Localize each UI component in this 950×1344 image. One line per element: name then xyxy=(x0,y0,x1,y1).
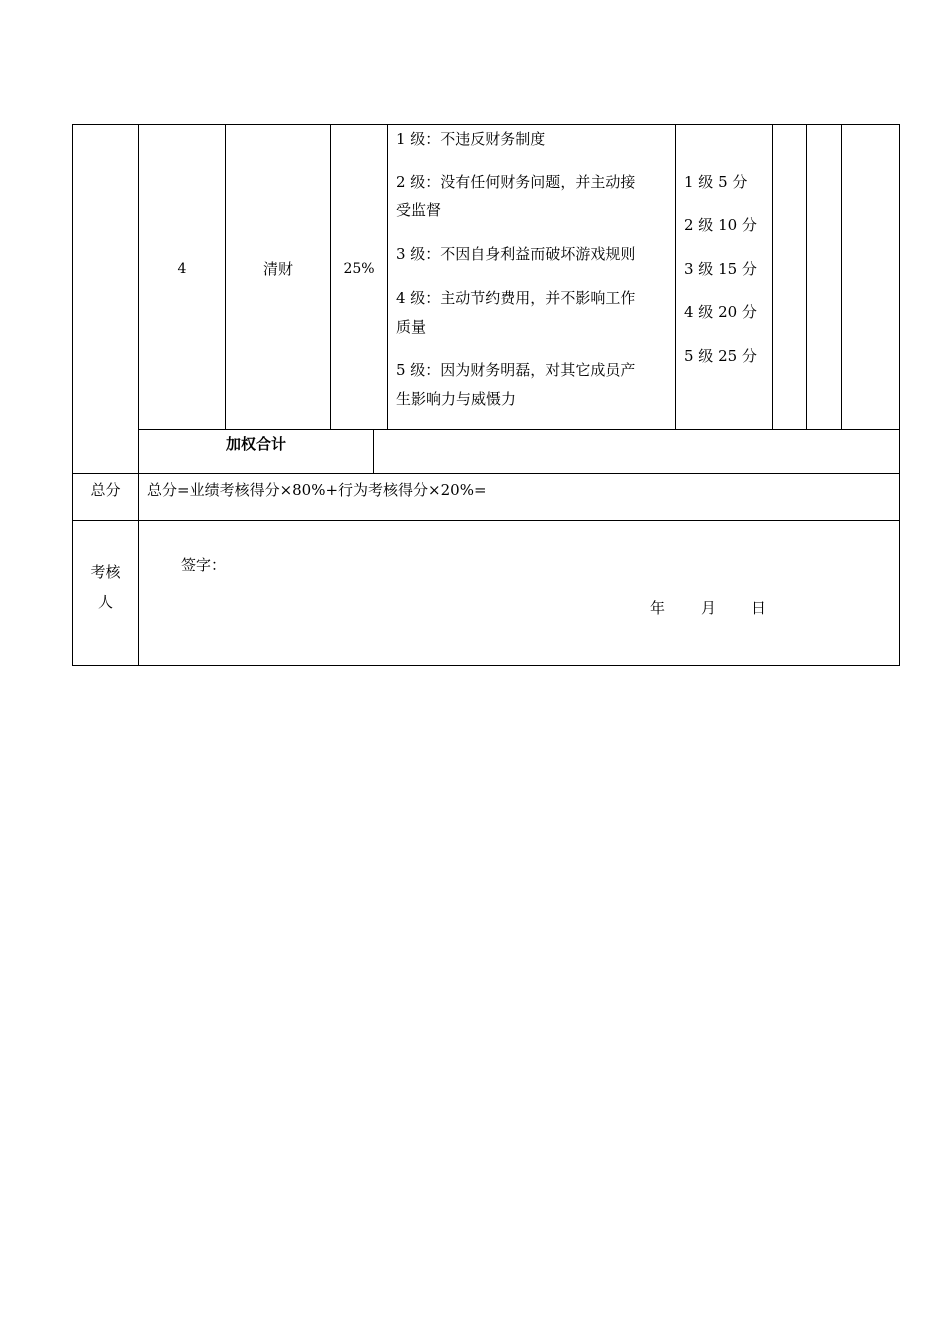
assessor-label-line1: 考核 xyxy=(90,563,121,581)
criteria-level-2-cont: 受监督 xyxy=(396,201,442,219)
row-divider-total-top xyxy=(72,473,900,474)
criteria-level-2: 2 级：没有任何财务问题，并主动接 xyxy=(396,173,636,191)
date-day: 日 xyxy=(751,599,767,617)
date-year: 年 xyxy=(650,599,666,617)
assessor-label-line2: 人 xyxy=(97,593,113,611)
table-border-left xyxy=(72,124,73,666)
column-divider-criteria xyxy=(675,124,676,429)
criteria-level-5: 5 级：因为财务明磊，对其它成员产 xyxy=(396,361,636,379)
column-divider-extra-2 xyxy=(841,124,842,429)
score-level-5: 5 级 25 分 xyxy=(684,347,757,365)
row-weight: 25% xyxy=(343,261,375,277)
column-divider-extra-1 xyxy=(806,124,807,429)
total-formula: 总分=业绩考核得分×80%+行为考核得分×20%= xyxy=(147,481,487,499)
score-level-3: 3 级 15 分 xyxy=(684,260,757,278)
score-level-4: 4 级 20 分 xyxy=(684,303,757,321)
column-divider-weight xyxy=(387,124,388,429)
column-divider-label xyxy=(138,124,139,666)
criteria-level-1: 1 级：不违反财务制度 xyxy=(396,130,546,148)
criteria-level-3: 3 级：不因自身利益而破坏游戏规则 xyxy=(396,245,636,263)
column-divider-weighted xyxy=(373,429,374,473)
criteria-level-5-cont: 生影响力与威慑力 xyxy=(396,390,517,408)
table-border-right xyxy=(899,124,900,666)
column-divider-scores xyxy=(772,124,773,429)
row-index: 4 xyxy=(177,261,187,277)
signature-label: 签字： xyxy=(181,556,227,574)
score-level-2: 2 级 10 分 xyxy=(684,216,757,234)
weighted-total-label: 加权合计 xyxy=(225,435,286,453)
criteria-level-4-cont: 质量 xyxy=(396,318,427,336)
score-level-1: 1 级 5 分 xyxy=(684,173,748,191)
row-divider-total-bottom xyxy=(72,520,900,521)
date-month: 月 xyxy=(701,599,717,617)
total-label: 总分 xyxy=(90,481,121,499)
table-border-bottom xyxy=(72,665,900,666)
row-item: 清财 xyxy=(262,260,293,278)
table-border-top xyxy=(72,124,900,125)
row-divider-weighted xyxy=(138,429,900,430)
criteria-level-4: 4 级：主动节约费用，并不影响工作 xyxy=(396,289,636,307)
